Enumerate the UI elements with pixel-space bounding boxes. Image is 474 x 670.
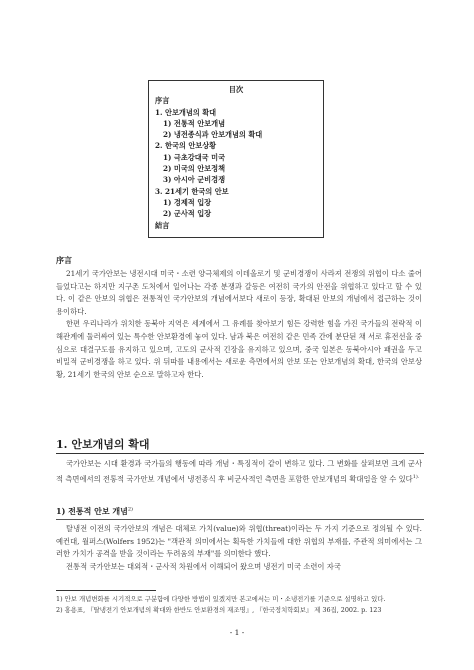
section-paragraph-1-text: 국가안보는 시대 환경과 국가들의 행동에 따라 개념・특징적이 같이 변하고 있다. 그 변화를 살펴보면 크게 군사적 측면에서의 전통적 국가안보 개념에서 냉전종식 후 비군사적인 측면을 포함한 안보개념의 확대임을 알 수 있다 (56, 459, 422, 484)
section-heading-text: 1. 안보개념의 확대 (56, 438, 150, 451)
toc-item: 1) 극초강대국 미국 (163, 152, 226, 162)
toc-item: 2) 냉전종식과 안보개념의 확대 (163, 130, 263, 140)
toc-item: 1. 안보개념의 확대 (155, 107, 217, 117)
table-of-contents (148, 80, 324, 238)
toc-item: 1) 경제적 입장 (163, 197, 212, 207)
toc-item: 1) 전통적 안보개념 (163, 118, 226, 128)
subsection-paragraph-2: 전통적 국가안보는 대외적・군사적 차원에서 이해되어 왔으며 냉전기 미국 소련이 자국 (66, 561, 341, 571)
toc-item: 結言 (155, 220, 170, 230)
toc-item: 2) 군사적 입장 (163, 209, 212, 219)
footnote-ref: 2) (127, 506, 133, 513)
section-paragraph-1 (56, 458, 422, 486)
toc-item: 2) 미국의 안보정책 (163, 164, 226, 174)
toc-title: 目次 (228, 85, 244, 94)
footnote-1: 1) 안보 개념변화를 시기적으로 구분함에 다양한 방법이 있겠지만 본고에서는 미・소냉전기를 기준으로 설명하고 있다. (56, 595, 386, 603)
subsection-heading-text: 1) 전통적 안보 개념 (56, 506, 128, 516)
page-number: - 1 - (229, 628, 245, 637)
intro-body (56, 268, 422, 381)
section-body (56, 458, 422, 486)
toc-item: 2. 한국의 안보상황 (155, 141, 217, 151)
subsection-divider (56, 519, 424, 520)
section-divider (56, 453, 424, 454)
intro-paragraph-1: 21세기 국가안보는 냉전시대 미국・소련 양극체제의 이데올로기 및 군비경쟁이 사라져 전쟁의 위협이 다소 줄어들었다고는 하지만 지구촌 도처에서 일어나는 각종 분쟁과 갈등은 여전히 국가의 안전을 위협하고 있다고 할 수 있다. 이 같은 안보의 위협은 전통적인 국가안보의 개념에서보다 새로이 등장, 확대된 안보의 개념에서 접근하는 것이 용이하다. (56, 269, 422, 316)
footnote-ref: 1). (412, 473, 420, 480)
section-heading (56, 436, 150, 452)
intro-heading: 序言 (56, 255, 72, 265)
toc-item: 3) 아시아 군비경쟁 (163, 175, 226, 185)
subsection-body (56, 523, 422, 573)
footnote-2: 2) 홍용표, 『탈냉전기 안보개념의 확대와 한반도 안보환경의 재조명』, 『한국정치학회보』 제 36집, 2002. p. 123 (56, 606, 382, 614)
toc-item: 3. 21세기 한국의 안보 (155, 186, 229, 196)
subsection-heading (56, 506, 133, 517)
subsection-paragraph-1: 탈냉전 이전의 국가안보의 개념은 대체로 가치(value)와 위협(threat)이라는 두 가지 기준으로 정의될 수 있다. 예컨대, 월퍼스(Wolfers 1952)는 "객관적 의미에서는 획득한 가치들에 대한 위협의 부재를, 주관적 의미에서는 그러한 가치가 공격을 받을 것이라는 두려움의 부재"를 의미한다 했다. (56, 524, 422, 559)
intro-paragraph-2: 한편 우리나라가 위치한 동북아 지역은 세계에서 그 유례를 찾아보기 힘든 강력한 힘을 가진 국가들의 전략적 이해관계에 둘러싸여 있는 특수한 안보환경에 놓여 있다. 남과 북은 여전히 같은 민족 간에 분단된 채 서로 휴전선을 중심으로 대결구도를 유지하고 있으며, 고도의 군사적 긴장을 유지하고 있으며, 중국 일본은 동북아시아 패권을 두고 비밀적 군비경쟁을 하고 있다. 위 뒤따를 내용에서는 새로운 측면에서의 안보 또는 안보개념의 확대, 한국의 안보상황, 21세기 한국의 안보 순으로 말하고자 한다. (56, 319, 422, 379)
footnote-divider (56, 590, 156, 591)
toc-item: 序言 (155, 96, 170, 106)
